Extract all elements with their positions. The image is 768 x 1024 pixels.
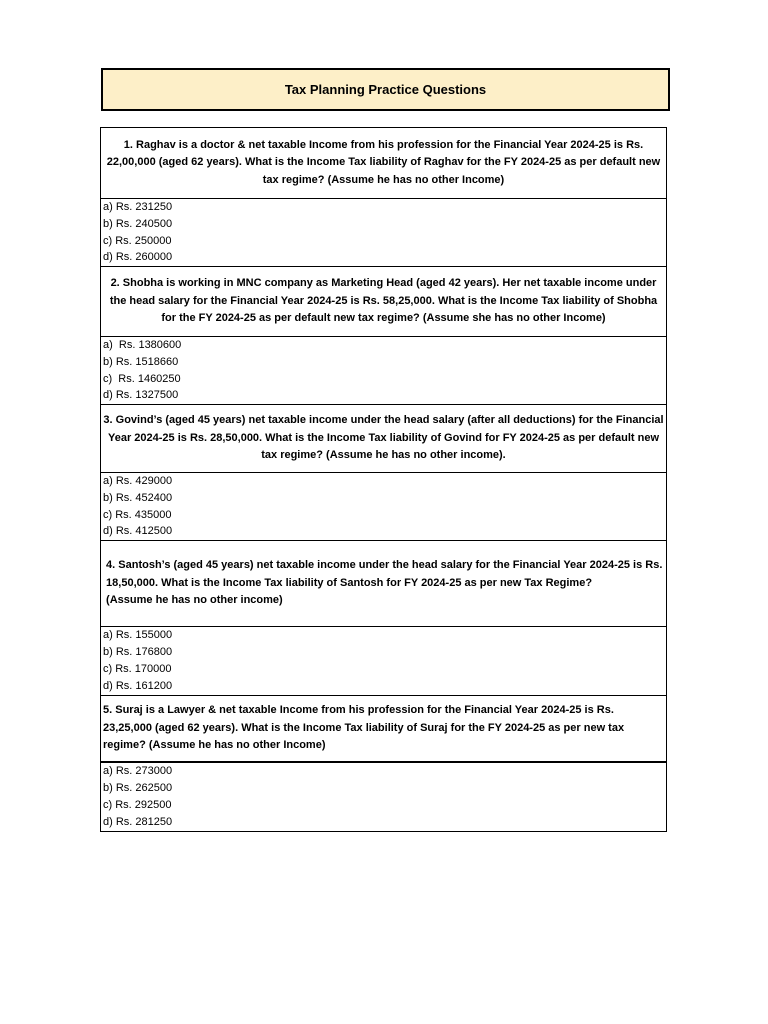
option-c: c) Rs. 250000 <box>103 234 172 247</box>
option-c: c) Rs. 1460250 <box>103 372 181 385</box>
question-5: 5. Suraj is a Lawyer & net taxable Income from his profession for the Financial Year 2024-25 is Rs. 23,25,000 (aged 62 years). What is the Income Tax liability of Suraj for the FY 2024-25 as per new tax regime? (Assume he has no other Income) <box>101 696 666 763</box>
option-a: a) Rs. 1380600 <box>103 338 182 351</box>
option-d: d) Rs. 161200 <box>103 679 173 692</box>
option-b: b) Rs. 1518660 <box>103 355 179 368</box>
question-4-line-1: 4. Santosh’s (aged 45 years) net taxable income under the head salary for the Financial Year 2024-25 is Rs. <box>103 559 663 572</box>
option-a: a) Rs. 429000 <box>103 474 173 487</box>
option-b: b) Rs. 452400 <box>103 491 173 504</box>
options-2 <box>101 337 666 405</box>
option-a: a) Rs. 273000 <box>103 765 173 778</box>
option-d: d) Rs. 412500 <box>103 525 173 538</box>
option-d: d) Rs. 281250 <box>103 815 173 828</box>
option-b: b) Rs. 240500 <box>103 217 173 230</box>
question-1: 1. Raghav is a doctor & net taxable Income from his profession for the Financial Year 2024-25 is Rs. 22,00,000 (aged 62 years). What is the Income Tax liability of Raghav for the FY 2024-25 as per default new tax regime? (Assume he has no other Income) <box>101 128 666 199</box>
option-a: a) Rs. 155000 <box>103 629 173 642</box>
option-a: a) Rs. 231250 <box>103 200 173 213</box>
question-4 <box>101 541 666 627</box>
options-3 <box>101 473 666 541</box>
option-b: b) Rs. 176800 <box>103 646 173 659</box>
options-5 <box>101 763 666 831</box>
page-title: Tax Planning Practice Questions <box>101 68 670 111</box>
question-3: 3. Govind’s (aged 45 years) net taxable income under the head salary (after all deductions) for the Financial Year 2024-25 is Rs. 28,50,000. What is the Income Tax liability of Govind for FY 2024-25 as per default new tax regime? (Assume he has no other income). <box>101 405 666 473</box>
options-4 <box>101 627 666 696</box>
option-c: c) Rs. 435000 <box>103 508 172 521</box>
options-1 <box>101 199 666 267</box>
option-d: d) Rs. 260000 <box>103 251 173 264</box>
questions-table <box>100 127 667 832</box>
option-c: c) Rs. 292500 <box>103 799 172 811</box>
option-d: d) Rs. 1327500 <box>103 389 179 402</box>
option-b: b) Rs. 262500 <box>103 782 173 795</box>
question-4-line-3: (Assume he has no other income) <box>103 594 283 607</box>
question-4-line-2: 18,50,000. What is the Income Tax liability of Santosh for FY 2024-25 as per new Tax Regime? <box>103 576 593 589</box>
question-2: 2. Shobha is working in MNC company as Marketing Head (aged 42 years). Her net taxable income under the head salary for the Financial Year 2024-25 is Rs. 58,25,000. What is the Income Tax liability of Shobha for the FY 2024-25 as per default new tax regime? (Assume she has no other Income) <box>101 267 666 337</box>
option-c: c) Rs. 170000 <box>103 663 172 675</box>
